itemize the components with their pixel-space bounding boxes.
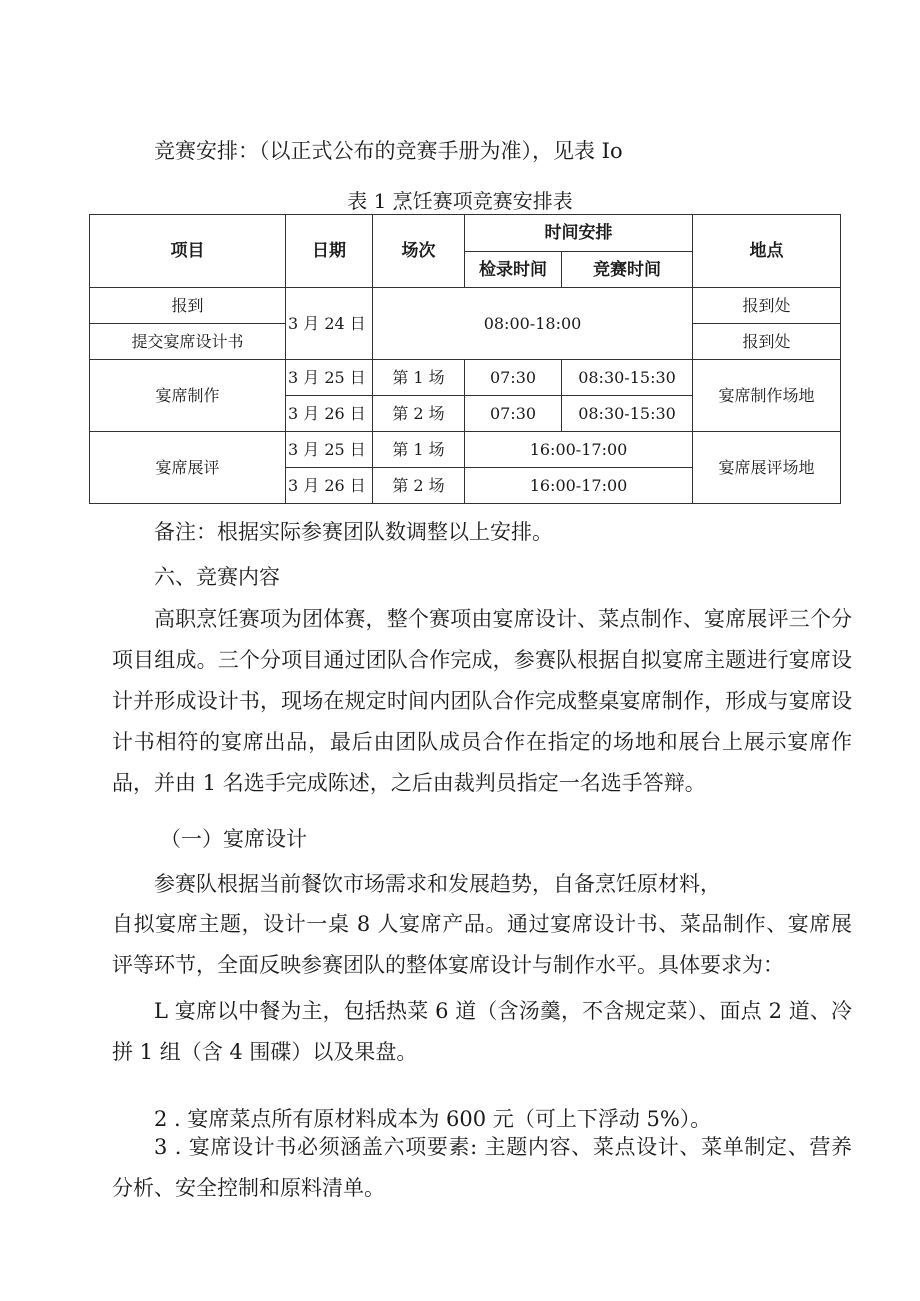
- header-checkin: 检录时间: [465, 252, 562, 288]
- cell-session: 第 1 场: [373, 360, 465, 396]
- header-session: 场次: [373, 215, 465, 288]
- cell-session: 第 2 场: [373, 396, 465, 432]
- table-row: [90, 432, 841, 468]
- cell-item: 宴席展评: [90, 432, 286, 504]
- paragraph-design-line1: 参赛队根据当前餐饮市场需求和发展趋势，自备烹饪原材料，: [154, 872, 721, 896]
- table-note: 备注：根据实际参赛团队数调整以上安排。: [154, 520, 553, 544]
- paragraph-design-rest: 自拟宴席主题，设计一桌 8 人宴席产品。通过宴席设计书、菜品制作、宴席展评等环节，全面反映参赛团队的整体宴席设计与制作水平。具体要求为：: [112, 912, 852, 977]
- cell-item: 报到: [90, 288, 286, 324]
- cell-checkin: 07:30: [465, 396, 562, 432]
- cell-time: 08:00-18:00: [373, 288, 693, 360]
- cell-item: 提交宴席设计书: [90, 324, 286, 360]
- cell-compete: 08:30-15:30: [562, 360, 693, 396]
- cell-date: 3 月 25 日: [286, 432, 373, 468]
- cell-date: 3 月 25 日: [286, 360, 373, 396]
- requirement-2: 2 . 宴席菜点所有原材料成本为 600 元（可上下浮动 5%）。: [154, 1107, 712, 1131]
- cell-location: 宴席展评场地: [693, 432, 841, 504]
- header-item: 项目: [90, 215, 286, 288]
- requirement-3: 3 . 宴席设计书必须涵盖六项要素: 主题内容、菜点设计、菜单制定、营养分析、安全控制和原料清单。: [112, 1135, 852, 1200]
- requirement-1: L 宴席以中餐为主，包括热菜 6 道（含汤羹，不含规定菜）、面点 2 道、冷拼 1 组（含 4 围碟）以及果盘。: [112, 999, 852, 1064]
- cell-time: 16:00-17:00: [465, 432, 693, 468]
- cell-location: 报到处: [693, 324, 841, 360]
- cell-item: 宴席制作: [90, 360, 286, 432]
- section-heading-content: 六、竞赛内容: [154, 565, 280, 589]
- cell-location: 报到处: [693, 288, 841, 324]
- cell-checkin: 07:30: [465, 360, 562, 396]
- schedule-table: [89, 214, 841, 504]
- cell-location: 宴席制作场地: [693, 360, 841, 432]
- table-row: [90, 288, 841, 324]
- header-location: 地点: [693, 215, 841, 288]
- header-time: 时间安排: [465, 215, 693, 252]
- table-caption: 表 1 烹饪赛项竞赛安排表: [347, 189, 573, 213]
- header-date: 日期: [286, 215, 373, 288]
- subsection-heading-banquet-design: （一）宴席设计: [160, 827, 307, 851]
- cell-date: 3 月 26 日: [286, 468, 373, 504]
- intro-line: 竞赛安排：（以正式公布的竞赛手册为准），见表 Io: [154, 139, 623, 163]
- table-row: [90, 360, 841, 396]
- cell-time: 16:00-17:00: [465, 468, 693, 504]
- cell-session: 第 1 场: [373, 432, 465, 468]
- header-compete: 竞赛时间: [562, 252, 693, 288]
- cell-session: 第 2 场: [373, 468, 465, 504]
- cell-date: 3 月 24 日: [286, 288, 373, 360]
- cell-date: 3 月 26 日: [286, 396, 373, 432]
- cell-compete: 08:30-15:30: [562, 396, 693, 432]
- paragraph-overview: 高职烹饪赛项为团体赛，整个赛项由宴席设计、菜点制作、宴席展评三个分项目组成。三个分项目通过团队合作完成，参赛队根据自拟宴席主题进行宴席设计并形成设计书，现场在规定时间内团队合作完成整桌宴席制作，形成与宴席设计书相符的宴席出品，最后由团队成员合作在指定的场地和展台上展示宴席作品，并由 1 名选手完成陈述，之后由裁判员指定一名选手答辩。: [112, 607, 852, 795]
